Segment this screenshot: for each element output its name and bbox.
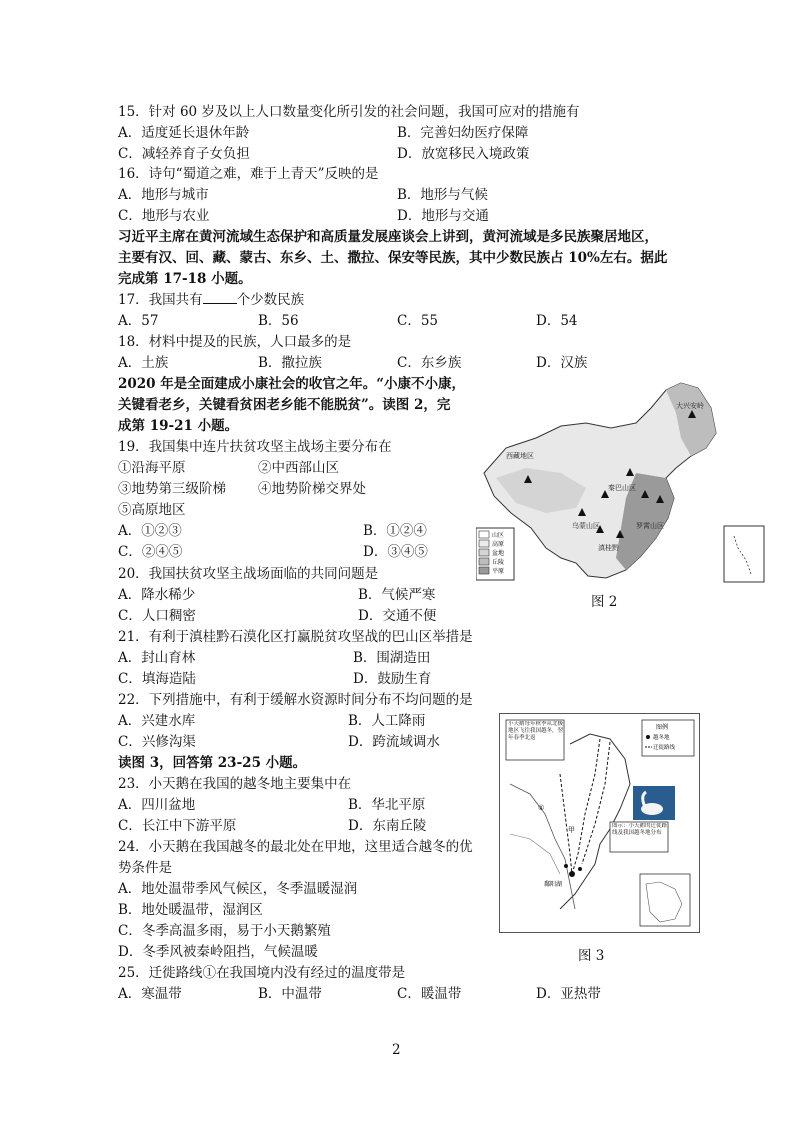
china-map-image (476, 378, 768, 586)
q19-item-3: ③地势第三级阶梯 (118, 481, 226, 497)
figure3-legend-item-2: 迁徙路线 (653, 745, 676, 751)
figure3-caption: 图 3 (578, 948, 605, 964)
q15-option-b: B．完善妇幼医疗保障 (397, 125, 529, 141)
q15-option-c: C．减轻养育子女负担 (118, 146, 250, 162)
q23-stem: 23．小天鹅在我国的越冬地主要集中在 (118, 776, 352, 792)
q20-option-b: B．气候严寒 (358, 587, 436, 603)
q16-option-a: A．地形与城市 (118, 187, 209, 203)
q15-stem: 15．针对 60 岁及以上人口数量变化所引发的社会问题，我国可应对的措施有 (118, 104, 580, 120)
page-number: 2 (392, 1042, 401, 1058)
q18-option-d: D．汉族 (536, 355, 588, 371)
q19-stem: 19．我国集中连片扶贫攻坚主战场主要分布在 (118, 439, 392, 455)
figure3-legend-title: 图例 (656, 724, 669, 731)
q20-stem: 20．我国扶贫攻坚主战场面临的共同问题是 (118, 566, 379, 582)
legend-item-1: 山区 (492, 532, 505, 539)
q24-option-a: A．地处温带季风气候区，冬季温暖湿润 (118, 881, 358, 897)
material2-line1: 2020 年是全面建成小康社会的收官之年。“小康不小康， (118, 376, 466, 392)
q16-option-d: D．地形与交通 (397, 208, 489, 224)
legend-item-5: 平原 (492, 568, 505, 575)
q18-option-c: C．东乡族 (397, 355, 462, 371)
q25-option-c: C．暖温带 (397, 986, 462, 1002)
map-label-xizang: 西藏地区 (506, 452, 534, 460)
q17-stem (118, 291, 304, 311)
map-label-dianguiqian: 滇桂黔 (598, 544, 619, 552)
q19-item-2: ②中西部山区 (258, 460, 339, 476)
q16-stem: 16．诗句“蜀道之难，难于上青天”反映的是 (118, 166, 379, 182)
q19-item-5: ⑤高原地区 (118, 502, 186, 518)
q22-option-a: A．兴建水库 (118, 713, 196, 729)
q23-option-d: D．东南丘陵 (348, 818, 427, 834)
q25-option-a: A．寒温带 (118, 986, 182, 1002)
q15-option-a: A．适度延长退休年龄 (118, 125, 250, 141)
q24-stem-line2: 势条件是 (118, 860, 172, 876)
map-label-luoxiao: 罗霄山区 (636, 522, 664, 530)
figure3-migration-map (499, 713, 700, 933)
legend-item-2: 高原 (492, 541, 505, 548)
q25-option-b: B．中温带 (258, 986, 322, 1002)
figure3-note1: 小天鹅每年秋季从北极地区飞往我国越冬，翌年春季北返 (508, 721, 563, 741)
q22-option-c: C．兴修沟渠 (118, 734, 196, 750)
q17-option-a: A．57 (118, 313, 159, 329)
legend-item-3: 盆地 (492, 550, 505, 557)
figure3-legend-item-1: 越冬地 (653, 735, 670, 741)
q21-option-d: D．鼓励生育 (353, 671, 432, 687)
q17-stem-post: 个少数民族 (236, 292, 305, 308)
q21-option-b: B．围湖造田 (353, 650, 431, 666)
material2-line3: 成第 19-21 小题。 (118, 418, 239, 434)
q18-stem: 18．材料中提及的民族，人口最多的是 (118, 334, 352, 350)
q24-stem-line1: 24．小天鹅在我国越冬的最北处在甲地，这里适合越冬的优 (118, 839, 473, 855)
q19-option-b: B．①②④ (363, 523, 427, 539)
figure3-inset (640, 874, 690, 926)
q22-option-b: B．人工降雨 (348, 713, 426, 729)
q17-stem-pre: 17．我国共有 (118, 292, 203, 308)
q20-option-a: A．降水稀少 (118, 587, 196, 603)
q18-option-b: B．撒拉族 (258, 355, 322, 371)
q22-stem: 22．下列措施中，有利于缓解水资源时间分布不均问题的是 (118, 692, 473, 708)
material3-line1: 读图 3，回答第 23-25 小题。 (118, 755, 307, 771)
q23-option-b: B．华北平原 (348, 797, 426, 813)
q20-option-d: D．交通不便 (358, 608, 437, 624)
map-label-qinba: 秦巴山区 (608, 484, 636, 492)
map-label-daxinganling: 大兴安岭 (676, 402, 704, 410)
material2-line2: 关键看老乡，关键看贫困老乡能不能脱贫”。读图 2，完 (118, 397, 451, 413)
material1-line2: 主要有汉、回、藏、蒙古、东乡、土、撒拉、保安等民族，其中少数民族占 10%左右。据此 (118, 250, 668, 266)
figure2-caption: 图 2 (591, 594, 618, 610)
q21-option-c: C．填海造陆 (118, 671, 196, 687)
migration-map-image (500, 714, 699, 932)
jia-label: 甲 (568, 826, 575, 834)
south-china-sea-inset (724, 526, 764, 582)
route-label-1: ① (538, 804, 545, 812)
q19-option-d: D．③④⑤ (363, 544, 428, 560)
q21-stem: 21．有利于滇桂黔石漠化区打赢脱贫攻坚战的巴山区举措是 (118, 629, 473, 645)
migration-route-3 (560, 774, 572, 874)
q19-option-a: A．①②③ (118, 523, 182, 539)
q19-option-c: C．②④⑤ (118, 544, 183, 560)
map-label-wumeng: 乌蒙山区 (572, 522, 600, 530)
q21-option-a: A．封山育林 (118, 650, 196, 666)
q15-option-d: D．放宽移民入境政策 (397, 146, 530, 162)
q24-option-c: C．冬季高温多雨，易于小天鹅繁殖 (118, 923, 331, 939)
q25-option-d: D．亚热带 (536, 986, 601, 1002)
q18-option-a: A．土族 (118, 355, 169, 371)
q16-option-c: C．地形与农业 (118, 208, 210, 224)
swan-photo (633, 786, 675, 820)
q17-option-d: D．54 (536, 313, 578, 329)
q24-option-d: D．冬季风被秦岭阻挡，气候温暖 (118, 944, 318, 960)
q23-option-a: A．四川盆地 (118, 797, 196, 813)
q19-item-4: ④地势阶梯交界处 (258, 481, 366, 497)
migration-route-2 (582, 742, 610, 864)
migration-route-1 (572, 739, 600, 874)
lake-label: 鄱阳湖 (544, 881, 563, 888)
q23-option-c: C．长江中下游平原 (118, 818, 237, 834)
q19-item-1: ①沿海平原 (118, 460, 186, 476)
q24-option-b: B．地处暖温带，湿润区 (118, 902, 263, 918)
figure2-china-map (476, 378, 768, 586)
q17-option-b: B．56 (258, 313, 299, 329)
material1-line1: 习近平主席在黄河流域生态保护和高质量发展座谈会上讲到，黄河流域是多民族聚居地区， (118, 229, 658, 245)
q16-option-b: B．地形与气候 (397, 187, 488, 203)
figure3-note2: 图示：小天鹅的迁徙路线及我国越冬地分布 (612, 823, 667, 836)
legend-item-4: 丘陵 (492, 559, 505, 566)
q20-option-c: C．人口稠密 (118, 608, 196, 624)
q22-option-d: D．跨流域调水 (348, 734, 440, 750)
q25-stem: 25．迁徙路线①在我国境内没有经过的温度带是 (118, 965, 406, 981)
material1-line3: 完成第 17-18 小题。 (118, 271, 252, 287)
answer-blank (203, 291, 237, 304)
q17-option-c: C．55 (397, 313, 439, 329)
